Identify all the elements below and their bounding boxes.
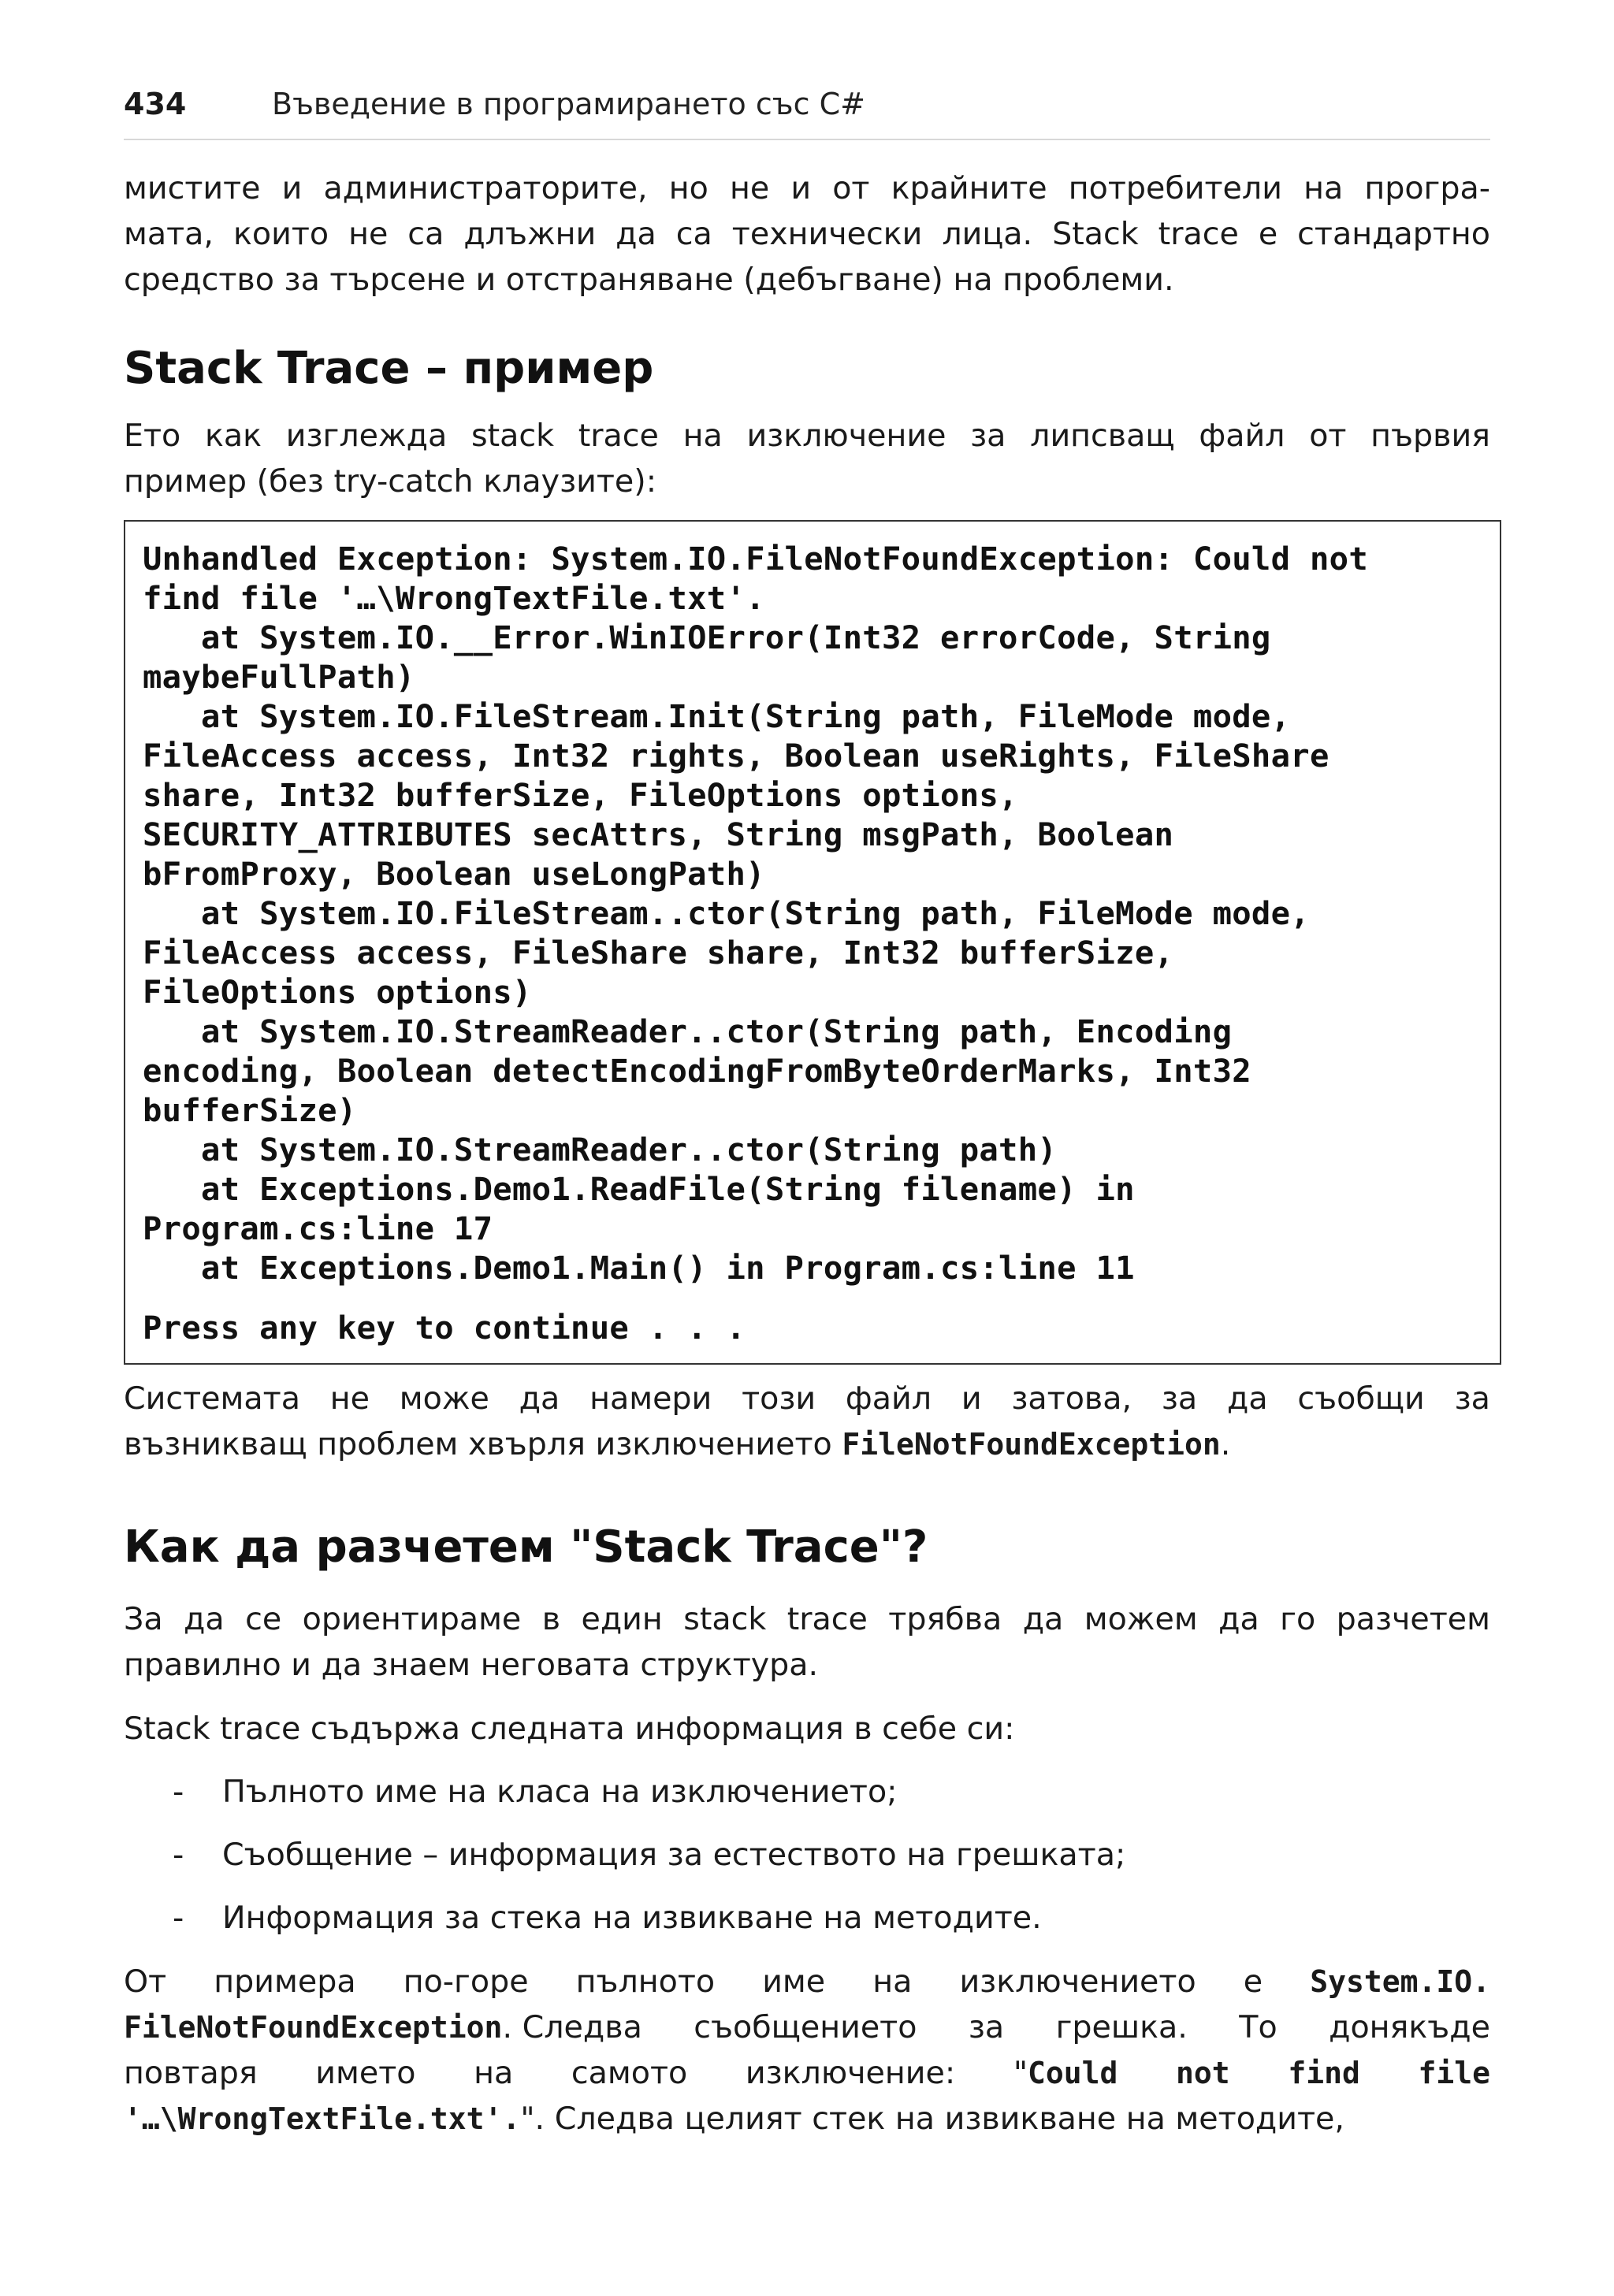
code-line: at Exceptions.Demo1.ReadFile(String filename) in bbox=[143, 1170, 1135, 1208]
final-line: FileNotFoundException. Следва съобщението за грешка. То донякъде bbox=[124, 2009, 1490, 2045]
intro-line: мата, които не са длъжни да са технически лица. Stack trace е стандартно bbox=[124, 216, 1490, 252]
code-line: bFromProxy, Boolean useLongPath) bbox=[143, 855, 765, 893]
code-line: FileOptions options) bbox=[143, 973, 532, 1011]
info-list bbox=[124, 1770, 1490, 1940]
intro-line: мистите и администраторите, но не и от крайните потребители на програ- bbox=[124, 170, 1490, 206]
code-line: at System.IO.StreamReader..ctor(String path, Encoding bbox=[143, 1012, 1233, 1050]
code-line: share, Int32 bufferSize, FileOptions options, bbox=[143, 776, 1018, 814]
inline-code: System.IO. bbox=[1310, 1964, 1490, 1999]
read-line: правилно и да знаем неговата структура. bbox=[124, 1647, 819, 1683]
after-code-paragraph bbox=[124, 1376, 1490, 1467]
after-code-line: възникващ проблем хвърля изключението FileNotFoundException. bbox=[124, 1426, 1231, 1462]
code-line: at System.IO.__Error.WinIOError(Int32 errorCode, String bbox=[143, 619, 1271, 656]
bullet-dash: - bbox=[173, 1900, 184, 1936]
code-line: Unhandled Exception: System.IO.FileNotFoundException: Could not bbox=[143, 540, 1369, 578]
intro-line: средство за търсене и отстраняване (дебъгване) на проблеми. bbox=[124, 262, 1174, 298]
lead-line: Ето как изглежда stack trace на изключение за липсващ файл от първия bbox=[124, 418, 1490, 454]
inline-code: FileNotFoundException bbox=[124, 2010, 503, 2045]
inline-code: '…\WrongTextFile.txt'. bbox=[124, 2101, 521, 2136]
code-line: SECURITY_ATTRIBUTES secAttrs, String msgPath, Boolean bbox=[143, 815, 1174, 853]
after-code-line: Системата не може да намери този файл и затова, за да съобщи за bbox=[124, 1380, 1490, 1417]
inline-code: Could bbox=[1028, 2056, 1118, 2090]
final-line: повтаря името на самото изключение: "Could not find file bbox=[124, 2050, 1490, 2096]
code-line: bufferSize) bbox=[143, 1091, 357, 1129]
code-line: at System.IO.FileStream..ctor(String path, FileMode mode, bbox=[143, 894, 1310, 932]
list-item: - Пълното име на класа на изключението; bbox=[124, 1770, 1490, 1814]
list-item: - Съобщение – информация за естеството на грешката; bbox=[124, 1833, 1490, 1877]
inline-code: find bbox=[1288, 2056, 1360, 2090]
page-header bbox=[124, 82, 1490, 140]
read-paragraph bbox=[124, 1596, 1490, 1688]
section-heading-stack-trace-example: Stack Trace – пример bbox=[124, 343, 654, 394]
lead-line: пример (без try-catch клаузите): bbox=[124, 463, 657, 500]
inline-code: not bbox=[1176, 2056, 1230, 2090]
section-heading-how-to-read: Как да разчетем "Stack Trace"? bbox=[124, 1521, 928, 1573]
code-line: at Exceptions.Demo1.Main() in Program.cs:line 11 bbox=[143, 1249, 1135, 1287]
stack-trace-code-box bbox=[124, 520, 1501, 1365]
final-line: '…\WrongTextFile.txt'.". Следва целият стек на извикване на методите, bbox=[124, 2101, 1344, 2137]
code-line: FileAccess access, FileShare share, Int32 bufferSize, bbox=[143, 934, 1174, 972]
code-line: encoding, Boolean detectEncodingFromByteOrderMarks, Int32 bbox=[143, 1052, 1251, 1090]
code-footer-line: Press any key to continue . . . bbox=[143, 1309, 746, 1347]
code-line: Program.cs:line 17 bbox=[143, 1209, 493, 1247]
list-item: - Информация за стека на извикване на методите. bbox=[124, 1896, 1490, 1940]
book-title: Въведение в програмирането със C# bbox=[272, 87, 865, 121]
inline-code: file bbox=[1418, 2056, 1490, 2090]
code-line: FileAccess access, Int32 rights, Boolean useRights, FileShare bbox=[143, 737, 1330, 775]
bullet-dash: - bbox=[173, 1774, 184, 1810]
bullet-dash: - bbox=[173, 1837, 184, 1873]
read-line: За да се ориентираме в един stack trace трябва да можем да го разчетем bbox=[124, 1601, 1490, 1637]
intro-paragraph bbox=[124, 165, 1490, 303]
code-line: maybeFullPath) bbox=[143, 658, 415, 696]
contains-paragraph: Stack trace съдържа следната информация в себе си: bbox=[124, 1711, 1015, 1747]
example-lead-paragraph bbox=[124, 413, 1490, 504]
code-spacer bbox=[143, 1287, 1479, 1308]
code-line: find file '…\WrongTextFile.txt'. bbox=[143, 579, 765, 617]
page-content bbox=[124, 165, 1490, 2142]
code-line: at System.IO.FileStream.Init(String path, FileMode mode, bbox=[143, 697, 1291, 735]
final-paragraph bbox=[124, 1959, 1490, 2142]
page-number: 434 bbox=[124, 87, 187, 121]
code-line: at System.IO.StreamReader..ctor(String path) bbox=[143, 1131, 1058, 1168]
inline-code: FileNotFoundException bbox=[842, 1427, 1221, 1462]
final-line: От примера по-горе пълното име на изключението е System.IO. bbox=[124, 1959, 1490, 2004]
